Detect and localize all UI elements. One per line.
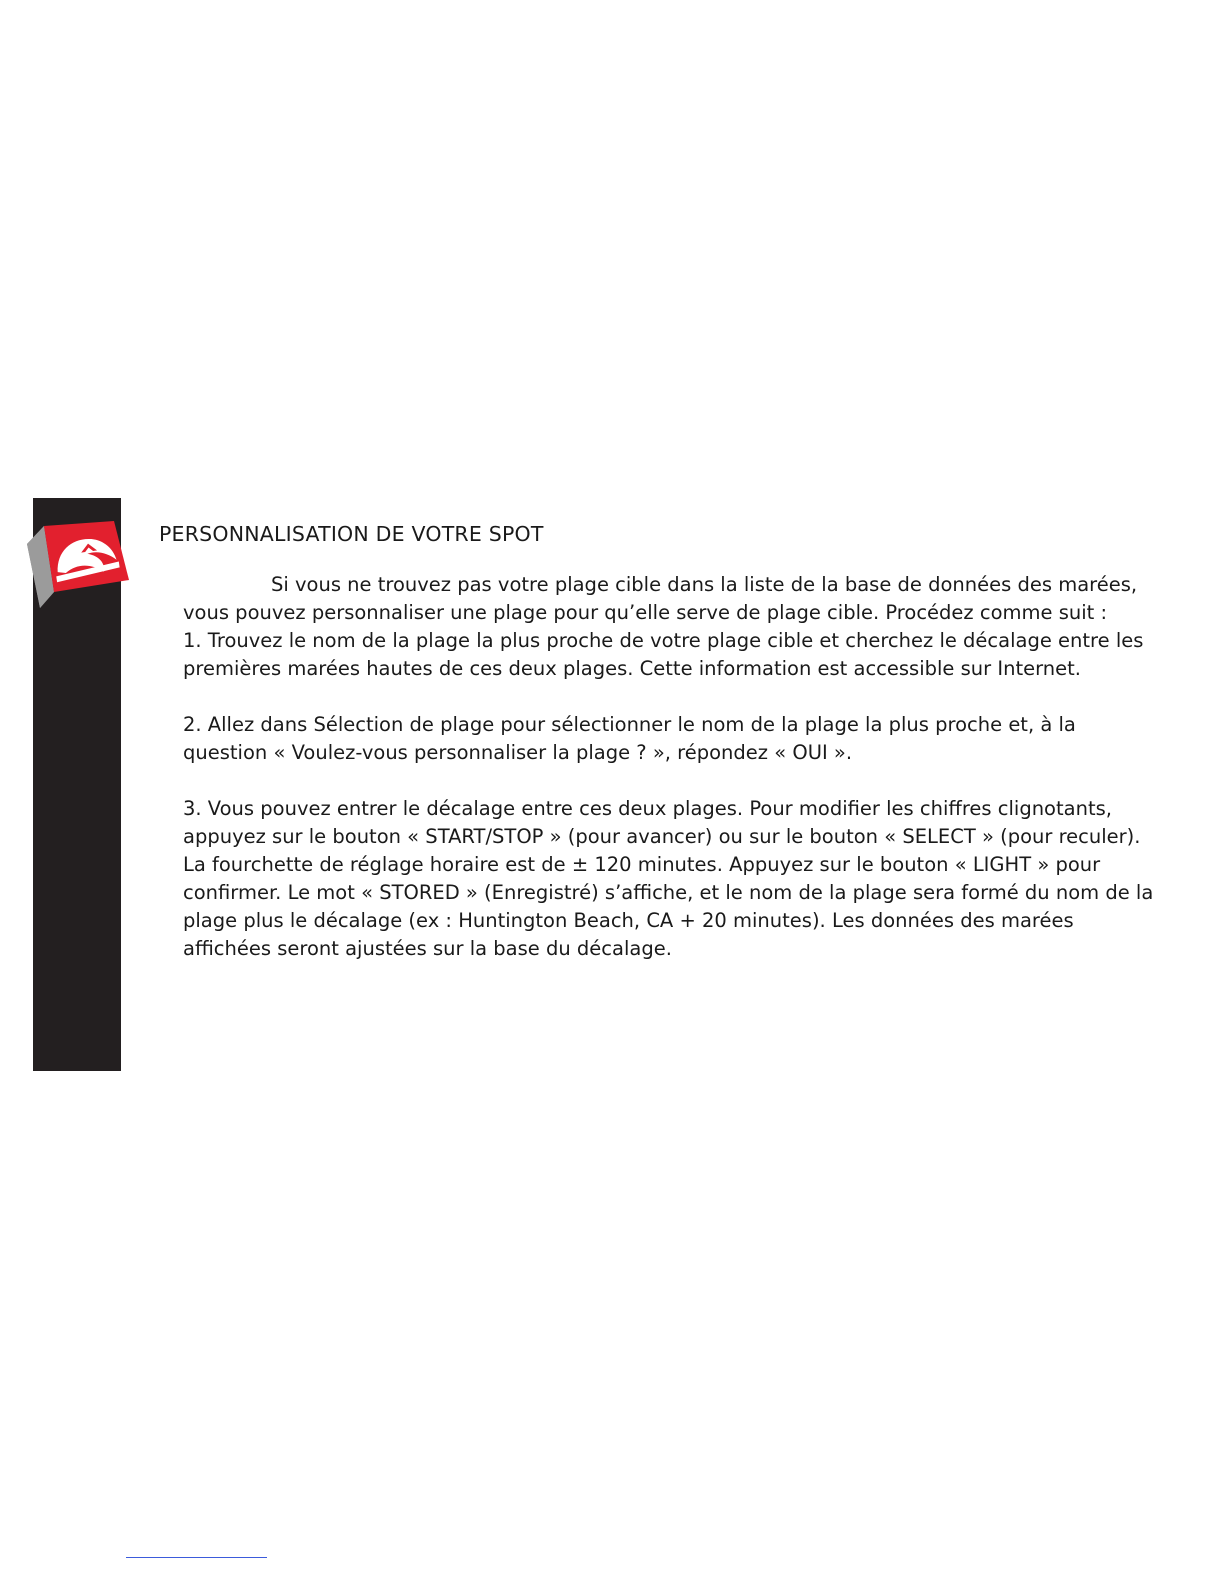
footer-rule: [126, 1557, 267, 1558]
step-1: 1. Trouvez le nom de la plage la plus proche de votre plage cible et cherchez le décalage entre les premières marées hautes de ces deux plages. Cette information est accessible sur Internet.: [183, 629, 1144, 680]
section-title: PERSONNALISATION DE VOTRE SPOT: [159, 522, 544, 546]
quiksilver-logo-icon: [24, 518, 134, 614]
instructions-body: [183, 571, 1158, 963]
intro-paragraph: Si vous ne trouvez pas votre plage cible dans la liste de la base de données des marées, vous pouvez personnaliser une plage pour qu’elle serve de plage cible. Procédez comme suit :: [183, 573, 1138, 624]
step-3: 3. Vous pouvez entrer le décalage entre ces deux plages. Pour modifier les chiffres clignotants, appuyez sur le bouton « START/STOP » (pour avancer) ou sur le bouton « SELECT » (pour reculer). La fourchette de réglage horaire est de ± 120 minutes. Appuyez sur le bouton « LIGHT » pour confirmer. Le mot « STORED » (Enregistré) s’affiche, et le nom de la plage sera formé du nom de la plage plus le décalage (ex : Huntington Beach, CA + 20 minutes). Les données des marées affichées seront ajustées sur la base du décalage.: [183, 797, 1154, 960]
step-2: 2. Allez dans Sélection de plage pour sélectionner le nom de la plage la plus proche et, à la question « Voulez-vous personnaliser la plage ? », répondez « OUI ».: [183, 713, 1076, 764]
